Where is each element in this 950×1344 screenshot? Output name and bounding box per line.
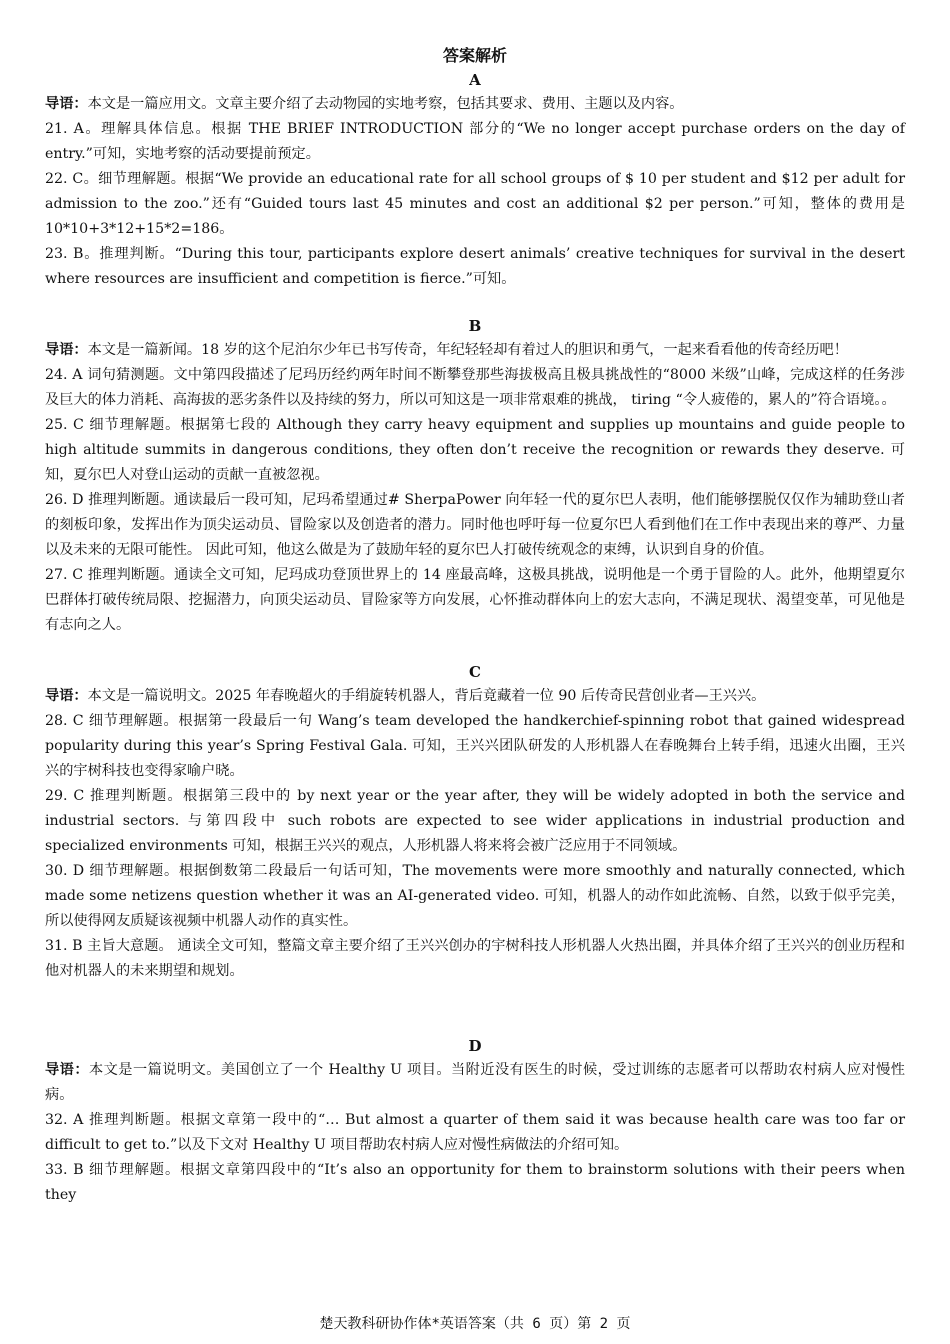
answer-item: 26. D 推理判断题。通读最后一段可知，尼玛希望通过# SherpaPower 向年轻一代的夏尔巴人表明，他们能够摆脱仅仅作为辅助登山者的刻板印象，发挥出作为顶尖运动员、冒险家以及创造者的潜力。同时他也呼吁每一位夏尔巴人看到他们在工作中表现出来的尊严、力量以及未来的无限可能性。 因此可知，他这么做是为了鼓励年轻的夏尔巴人打破传统观念的束缚，认识到自身的价值。 xyxy=(45,492,905,558)
section-lead xyxy=(45,92,905,117)
answer-item: 24. A 词句猜测题。文中第四段描述了尼玛历经约两年时间不断攀登那些海拔极高且极具挑战性的“8000 米级”山峰，完成这样的任务涉及巨大的体力消耗、高海拔的恶劣条件以及持续的努力，所以可知这是一项非常艰难的挑战， tiring “令人疲倦的，累人的”符合语境。。 xyxy=(45,367,905,408)
lead-text: 本文是一篇新闻。18 岁的这个尼泊尔少年已书写传奇，年纪轻轻却有着过人的胆识和勇气，一起来看看他的传奇经历吧！ xyxy=(87,342,848,358)
section-a xyxy=(45,68,905,292)
section-c xyxy=(45,660,905,984)
section-b xyxy=(45,314,905,638)
section-lead xyxy=(45,338,905,363)
answer-item: 23. B。推理判断。“During this tour, participants explore desert animals’ creative techniques for survival in the desert where resources are insufficient and competition is fierce.”可知。 xyxy=(45,246,905,287)
lead-label: 导语： xyxy=(45,96,88,112)
answer-item: 22. C。细节理解题。根据“We provide an educational rate for all school groups of $ 10 per student and $12 per adult for admission to the zoo.”还有“Guided tours last 45 minutes and cost an additional $2 per person.”可知，整体的费用是10*10+3*12+15*2=186。 xyxy=(45,171,905,237)
page-title: 答案解析 xyxy=(442,46,507,65)
answer-item: 25. C 细节理解题。根据第七段的 Although they carry heavy equipment and supplies up mountains and guide people to high altitude summits in dangerous conditions, they often don’t receive the recognition or rewards they deserve. 可知，夏尔巴人对登山运动的贡献一直被忽视。 xyxy=(45,417,905,483)
lead-label: 导语： xyxy=(45,1062,89,1078)
section-heading: D xyxy=(468,1037,482,1055)
lead-text: 本文是一篇说明文。美国创立了一个 Healthy U 项目。当附近没有医生的时候，受过训练的志愿者可以帮助农村病人应对慢性病。 xyxy=(45,1062,905,1103)
answer-page xyxy=(45,44,905,1208)
answer-item: 30. D 细节理解题。根据倒数第二段最后一句话可知，The movements were more smoothly and naturally connected, which made some netizens question whether it was an AI-generated video. 可知，机器人的动作如此流畅、自然，以致于似乎完美，所以使得网友质疑该视频中机器人动作的真实性。 xyxy=(45,863,905,929)
answer-item: 28. C 细节理解题。根据第一段最后一句 Wang’s team developed the handkerchief-spinning robot that gained widespread popularity during this year’s Spring Festival Gala. 可知，王兴兴团队研发的人形机器人在春晚舞台上转手绢，迅速火出圈，王兴兴的宇树科技也变得家喻户晓。 xyxy=(45,713,905,779)
spacer xyxy=(45,984,905,1034)
answer-item: 21. A。理解具体信息。根据 THE BRIEF INTRODUCTION 部分的“We no longer accept purchase orders on the day of entry.”可知，实地考察的活动要提前预定。 xyxy=(45,121,905,162)
section-d xyxy=(45,1034,905,1208)
answer-item: 29. C 推理判断题。根据第三段中的 by next year or the year after, they will be widely adopted in both the service and industrial sectors. 与第四段中 such robots are expected to see wider applications in industrial production and specialized environments 可知，根据王兴兴的观点，人形机器人将来将会被广泛应用于不同领域。 xyxy=(45,788,905,854)
page-footer: 楚天教科研协作体*英语答案（共 6 页）第 2 页 xyxy=(319,1316,631,1332)
lead-text: 本文是一篇说明文。2025 年春晚超火的手绢旋转机器人，背后竟藏着一位 90 后传奇民营创业者—王兴兴。 xyxy=(87,688,766,704)
section-lead xyxy=(45,684,905,709)
lead-text: 本文是一篇应用文。文章主要介绍了去动物园的实地考察，包括其要求、费用、主题以及内容。 xyxy=(87,96,684,112)
section-heading: A xyxy=(469,71,481,89)
answer-item: 31. B 主旨大意题。 通读全文可知，整篇文章主要介绍了王兴兴创办的宇树科技人形机器人火热出圈，并具体介绍了王兴兴的创业历程和他对机器人的未来期望和规划。 xyxy=(45,938,905,979)
answer-item: 27. C 推理判断题。通读全文可知，尼玛成功登顶世界上的 14 座最高峰，这极具挑战，说明他是一个勇于冒险的人。此外，他期望夏尔巴群体打破传统局限、挖掘潜力，向顶尖运动员、冒险家等方向发展，心怀推动群体向上的宏大志向，不满足现状、渴望变革，可见他是有志向之人。 xyxy=(45,567,905,633)
spacer xyxy=(45,292,905,314)
answer-item: 32. A 推理判断题。根据文章第一段中的“… But almost a quarter of them said it was because health care was too far or difficult to get to.”以及下文对 Healthy U 项目帮助农村病人应对慢性病做法的介绍可知。 xyxy=(45,1112,905,1153)
answer-item: 33. B 细节理解题。根据文章第四段中的“It’s also an opportunity for them to brainstorm solutions with their peers when they xyxy=(45,1162,905,1203)
lead-label: 导语： xyxy=(45,688,88,704)
section-heading: B xyxy=(468,317,482,335)
section-heading: C xyxy=(469,663,481,681)
section-lead xyxy=(45,1058,905,1108)
lead-label: 导语： xyxy=(45,342,88,358)
spacer xyxy=(45,638,905,660)
